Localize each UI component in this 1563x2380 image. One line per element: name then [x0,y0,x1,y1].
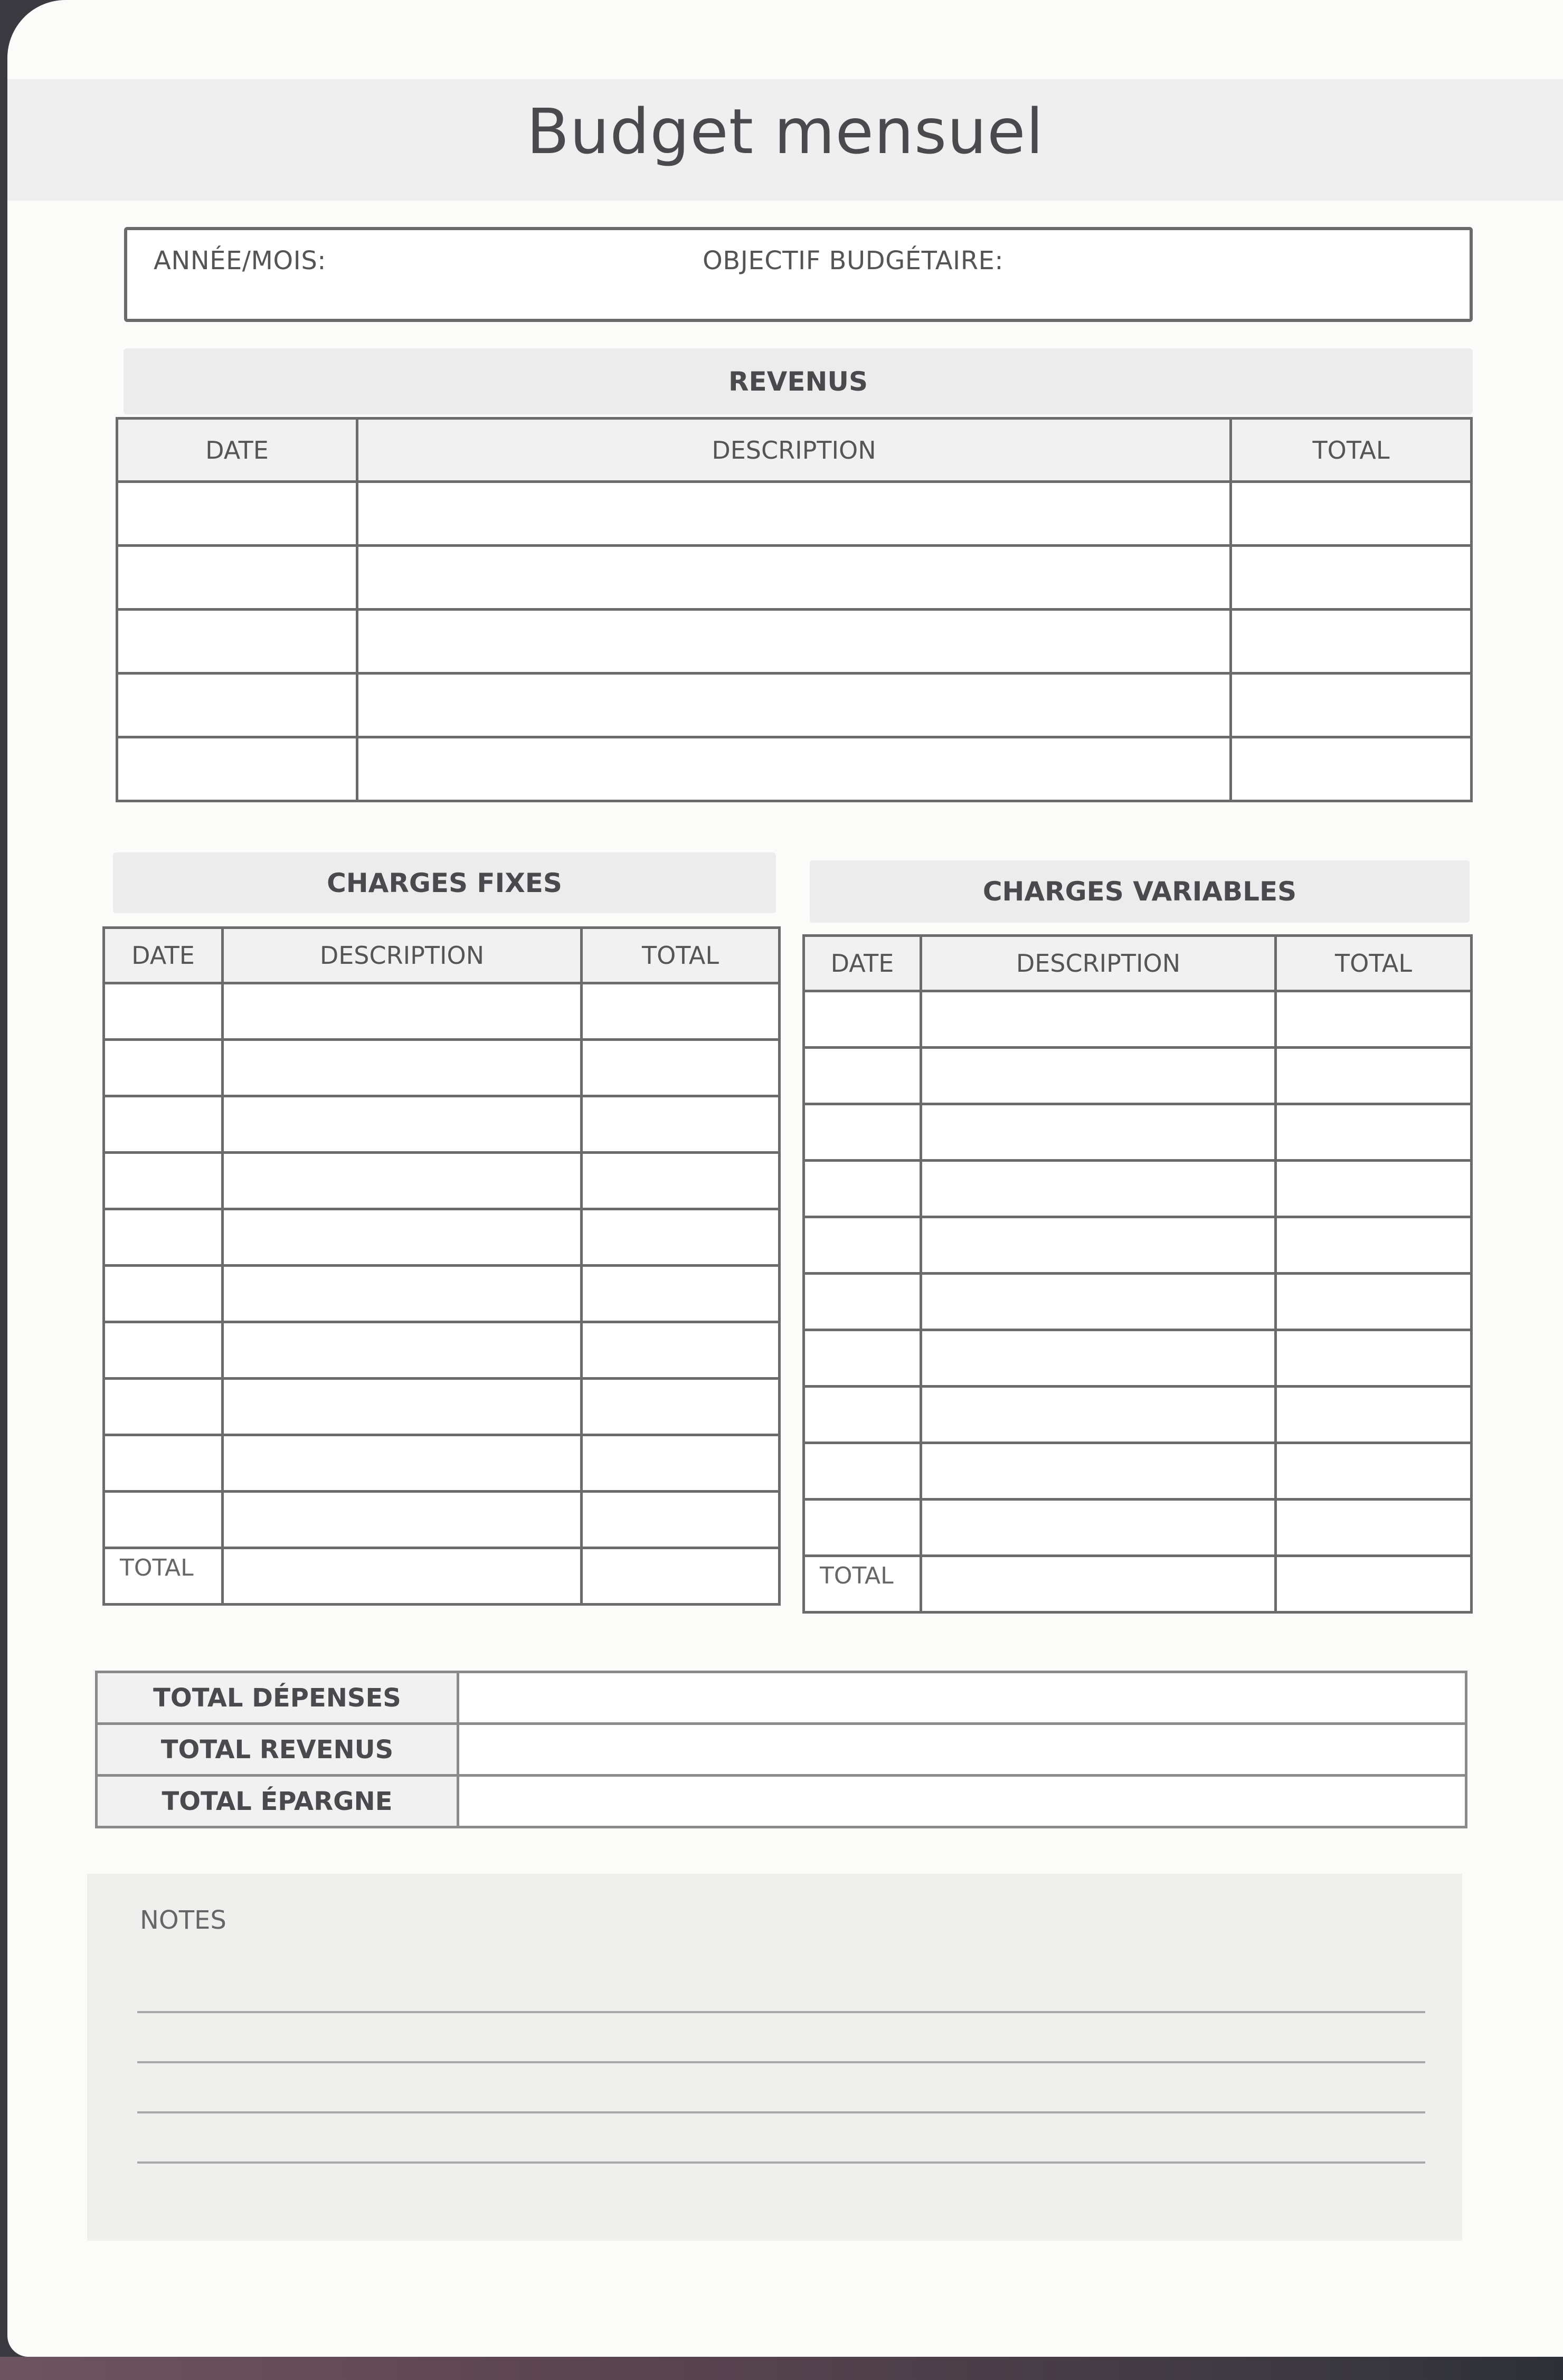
cell-description[interactable] [921,1330,1276,1387]
cell-date[interactable] [804,1048,921,1104]
cell-date[interactable] [804,1330,921,1387]
note-line [137,2161,1425,2164]
variables-total-label: TOTAL [804,1556,921,1613]
cell-description[interactable] [223,1379,582,1435]
cell-total[interactable] [582,1266,780,1322]
year-month-label: ANNÉE/MOIS: [154,246,326,276]
cell-description[interactable] [223,983,582,1040]
charges-fixes-table [102,926,781,1606]
cell-total[interactable] [1276,1500,1472,1556]
cell-description[interactable] [223,1040,582,1096]
cell-date[interactable] [104,1492,223,1548]
table-row [804,1330,1472,1387]
cell-total[interactable] [582,983,780,1040]
table-row [804,1387,1472,1443]
cell-date[interactable] [104,1266,223,1322]
table-row [117,674,1472,737]
cell-description[interactable] [357,610,1231,674]
info-box[interactable] [124,227,1473,322]
total-revenus-value[interactable] [458,1724,1466,1776]
notes-label: NOTES [140,1905,226,1935]
cell-date[interactable] [117,610,357,674]
cell-description[interactable] [921,1048,1276,1104]
cell-description[interactable] [921,991,1276,1048]
cell-total[interactable] [1231,610,1472,674]
cell-total[interactable] [582,1379,780,1435]
table-row [804,1048,1472,1104]
table-row [104,1040,780,1096]
budget-goal-label: OBJECTIF BUDGÉTAIRE: [703,246,1004,276]
table-row [104,1096,780,1153]
cell-description[interactable] [357,737,1231,801]
variables-col-description: DESCRIPTION [921,936,1276,991]
table-row [104,1435,780,1492]
cell-total[interactable] [1231,482,1472,546]
cell-date[interactable] [804,1274,921,1330]
cell-description[interactable] [921,1217,1276,1274]
table-row [104,1492,780,1548]
table-row [804,1500,1472,1556]
table-row [104,1379,780,1435]
total-revenus-label: TOTAL REVENUS [97,1724,458,1776]
cell-description[interactable] [223,1492,582,1548]
cell-description[interactable] [223,1322,582,1379]
cell-date[interactable] [117,737,357,801]
summary-totals-table [95,1671,1467,1828]
cell-total[interactable] [1276,991,1472,1048]
cell-total[interactable] [1231,737,1472,801]
table-row [117,546,1472,610]
note-line [137,2111,1425,2113]
cell-total[interactable] [1276,1048,1472,1104]
fixes-total-value[interactable] [582,1548,780,1605]
desk-background [0,2357,1563,2380]
cell-description[interactable] [357,482,1231,546]
cell-date[interactable] [117,546,357,610]
charges-fixes-heading: CHARGES FIXES [113,852,776,913]
table-row [104,1209,780,1266]
cell-description[interactable] [357,674,1231,737]
cell-total[interactable] [1276,1443,1472,1500]
cell-date[interactable] [804,1443,921,1500]
cell-description[interactable] [223,1435,582,1492]
cell-date[interactable] [804,1161,921,1217]
variables-col-date: DATE [804,936,921,991]
cell-total[interactable] [582,1435,780,1492]
cell-date[interactable] [804,991,921,1048]
cell-total[interactable] [1276,1387,1472,1443]
cell-total[interactable] [1231,546,1472,610]
fixes-total-description[interactable] [223,1548,582,1605]
cell-date[interactable] [104,1322,223,1379]
notes-area[interactable] [87,1874,1462,2241]
cell-description[interactable] [921,1274,1276,1330]
revenus-heading: REVENUS [124,348,1473,414]
table-row [804,1217,1472,1274]
table-row [117,610,1472,674]
cell-date[interactable] [804,1217,921,1274]
cell-date[interactable] [104,983,223,1040]
cell-description[interactable] [223,1266,582,1322]
cell-total[interactable] [1231,674,1472,737]
cell-total[interactable] [1276,1274,1472,1330]
table-row [804,991,1472,1048]
table-row [804,1161,1472,1217]
revenus-col-date: DATE [117,419,357,482]
cell-date[interactable] [117,674,357,737]
cell-description[interactable] [223,1096,582,1153]
cell-total[interactable] [1276,1217,1472,1274]
table-row [104,1266,780,1322]
table-row [804,1443,1472,1500]
cell-description[interactable] [921,1500,1276,1556]
variables-col-total: TOTAL [1276,936,1472,991]
total-depenses-value[interactable] [458,1672,1466,1724]
cell-total[interactable] [1276,1161,1472,1217]
cell-date[interactable] [117,482,357,546]
note-line [137,2061,1425,2063]
revenus-col-description: DESCRIPTION [357,419,1231,482]
cell-date[interactable] [104,1379,223,1435]
cell-date[interactable] [104,1040,223,1096]
cell-total[interactable] [582,1040,780,1096]
total-epargne-value[interactable] [458,1776,1466,1827]
cell-description[interactable] [921,1161,1276,1217]
cell-description[interactable] [357,546,1231,610]
table-row [117,737,1472,801]
revenus-table [116,417,1473,802]
fixes-col-date: DATE [104,928,223,983]
note-line [137,2011,1425,2013]
cell-description[interactable] [921,1387,1276,1443]
charges-variables-heading: CHARGES VARIABLES [810,860,1470,923]
total-depenses-label: TOTAL DÉPENSES [97,1672,458,1724]
cell-date[interactable] [104,1209,223,1266]
cell-date[interactable] [104,1096,223,1153]
cell-description[interactable] [921,1443,1276,1500]
table-row [104,983,780,1040]
table-row [117,482,1472,546]
cell-date[interactable] [804,1387,921,1443]
table-row [804,1104,1472,1161]
cell-date[interactable] [104,1153,223,1209]
cell-total[interactable] [582,1096,780,1153]
cell-total[interactable] [582,1322,780,1379]
cell-description[interactable] [223,1153,582,1209]
page-title: Budget mensuel [526,95,1044,168]
cell-total[interactable] [1276,1330,1472,1387]
variables-total-value[interactable] [1276,1556,1472,1613]
revenus-col-total: TOTAL [1231,419,1472,482]
cell-date[interactable] [804,1104,921,1161]
cell-total[interactable] [582,1153,780,1209]
cell-total[interactable] [582,1209,780,1266]
fixes-col-description: DESCRIPTION [223,928,582,983]
fixes-total-label: TOTAL [104,1548,223,1605]
cell-description[interactable] [223,1209,582,1266]
cell-total[interactable] [582,1492,780,1548]
charges-variables-table [802,934,1473,1614]
cell-date[interactable] [804,1500,921,1556]
table-row [104,1153,780,1209]
budget-page [7,0,1563,2357]
table-row [804,1274,1472,1330]
variables-total-description[interactable] [921,1556,1276,1613]
table-row [104,1322,780,1379]
cell-date[interactable] [104,1435,223,1492]
cell-description[interactable] [921,1104,1276,1161]
fixes-col-total: TOTAL [582,928,780,983]
total-epargne-label: TOTAL ÉPARGNE [97,1776,458,1827]
cell-total[interactable] [1276,1104,1472,1161]
